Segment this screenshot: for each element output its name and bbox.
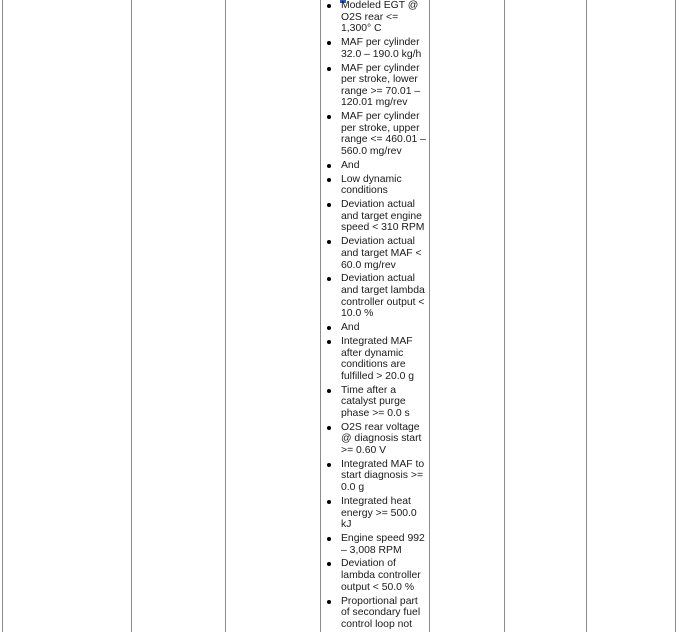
list-item: Integrated heat energy >= 500.0 kJ xyxy=(321,496,429,531)
list-item: Low dynamic conditions xyxy=(321,174,429,197)
column-divider-1 xyxy=(131,0,132,632)
list-item: Modeled EGT @ O2S rear <= 1,300° C xyxy=(321,0,429,35)
list-item: Integrated MAF after dynamic conditions are fulfilled > 20.0 g xyxy=(321,336,429,382)
list-item: MAF per cylinder per stroke, lower range >= 70.01 – 120.01 mg/rev xyxy=(321,63,429,109)
enable-conditions-list xyxy=(321,0,429,630)
list-item: Deviation actual and target lambda controller output < 10.0 % xyxy=(321,273,429,319)
list-item: O2S rear voltage @ diagnosis start >= 0.60 V xyxy=(321,422,429,457)
list-item: Engine speed 992 – 3,008 RPM xyxy=(321,533,429,556)
table-border-right xyxy=(675,0,676,632)
table-border-left xyxy=(2,0,3,632)
list-item: Deviation of lambda controller output < 50.0 % xyxy=(321,558,429,593)
list-item: And xyxy=(321,322,429,334)
list-item: MAF per cylinder 32.0 – 190.0 kg/h xyxy=(321,37,429,60)
list-item: MAF per cylinder per stroke, upper range <= 460.01 – 560.0 mg/rev xyxy=(321,111,429,157)
column-divider-2 xyxy=(225,0,226,632)
column-divider-4 xyxy=(429,0,430,632)
enable-conditions-cell xyxy=(321,0,429,633)
list-item: Integrated MAF to start diagnosis >= 0.0 g xyxy=(321,459,429,494)
list-item: Time after a catalyst purge phase >= 0.0 s xyxy=(321,385,429,420)
column-divider-5 xyxy=(504,0,505,632)
column-divider-6 xyxy=(586,0,587,632)
list-item: Proportional part of secondary fuel control loop not xyxy=(321,596,429,631)
list-item: Deviation actual and target engine speed < 310 RPM xyxy=(321,199,429,234)
list-item: Deviation actual and target MAF < 60.0 mg/rev xyxy=(321,236,429,271)
list-item: And xyxy=(321,160,429,172)
